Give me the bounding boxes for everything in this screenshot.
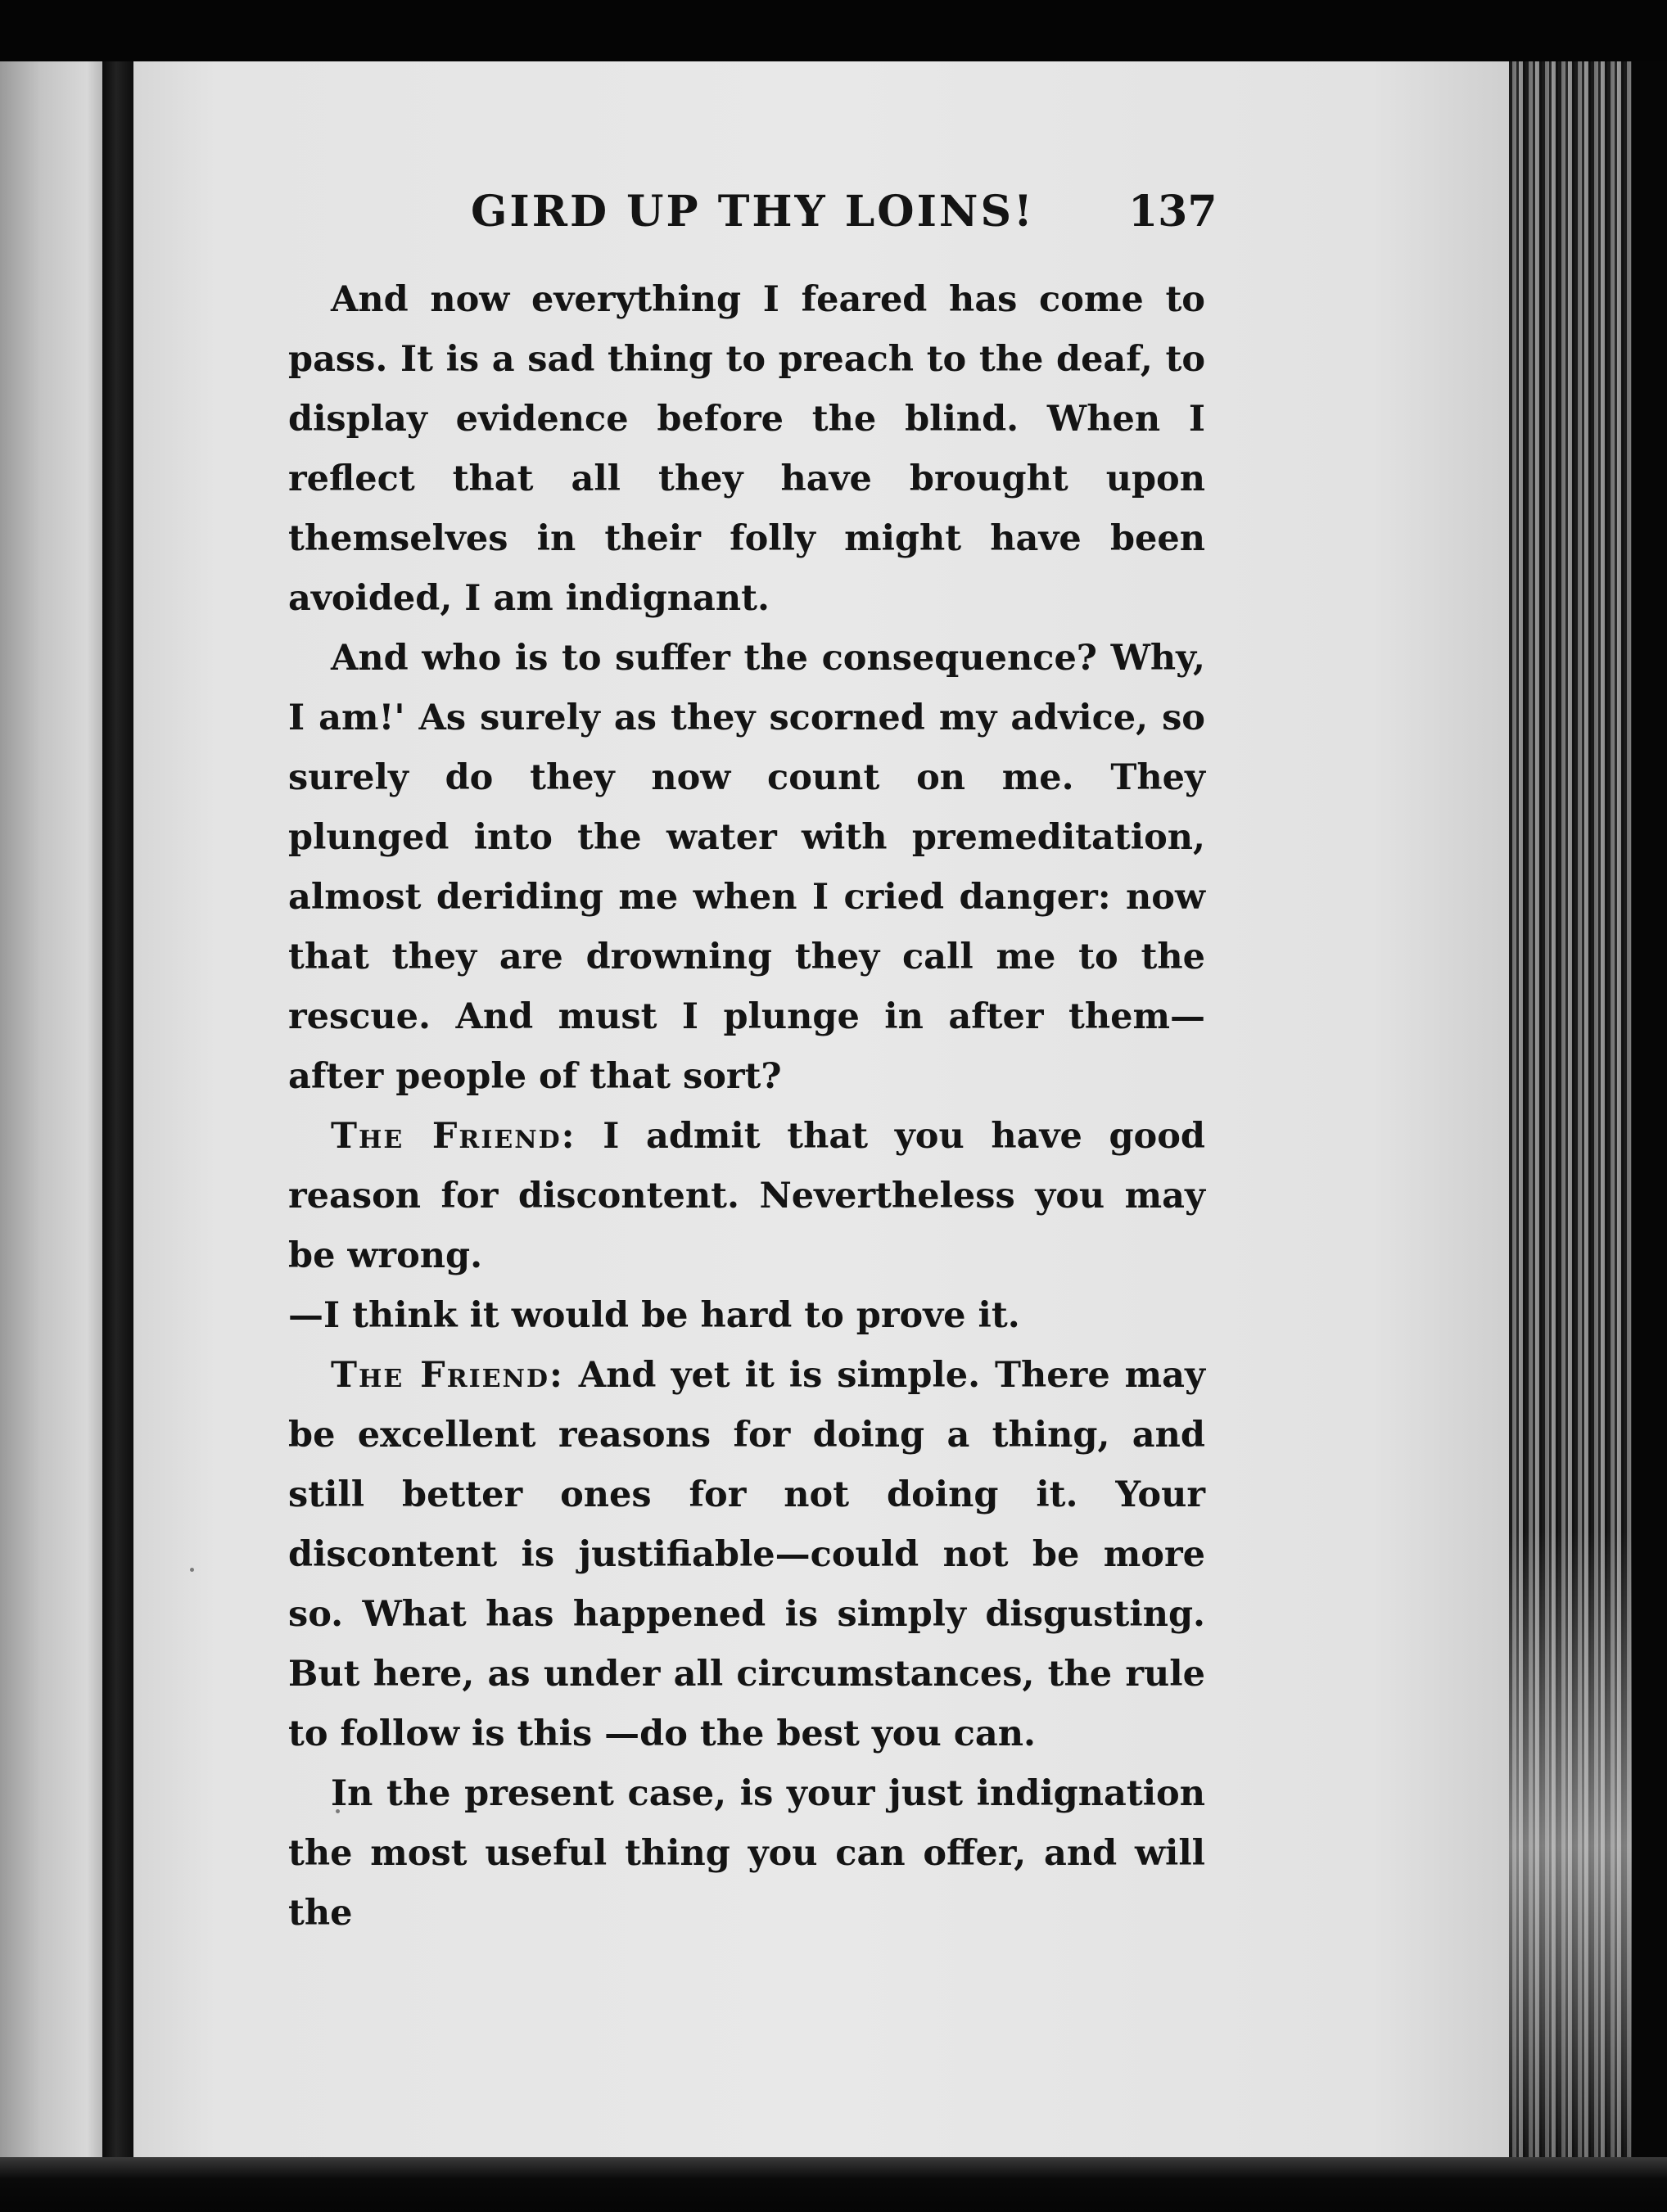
speech-text: I admit that you have good reason for discontent. Nevertheless you may be wrong.: [288, 1116, 1205, 1276]
paragraph-5: [288, 1346, 1205, 1764]
facing-page-edge: [0, 61, 102, 2157]
page-edges-glare: [1509, 61, 1632, 2161]
page-number: 137: [1128, 187, 1217, 237]
speck-mark: [190, 1568, 194, 1572]
speaker-label: The Friend:: [331, 1116, 576, 1157]
running-head-title: GIRD UP THY LOINS!: [471, 187, 1035, 237]
scan-bottom-border: [0, 2157, 1667, 2212]
speech-text: And yet it is simple. There may be excellent reasons for doing a thing, and still better ones for not doing it. Your discontent is justifiable—could not be more so. What has happened is simply disgusting. But here, as under all circumstances, the rule to follow is this —do the best you can.: [288, 1355, 1205, 1754]
body-text: [288, 270, 1205, 1943]
paragraph-4: —I think it would be hard to prove it.: [288, 1295, 1020, 1336]
paragraph-6: In the present case, is your just indignation the most useful thing you can offer, and will the: [288, 1773, 1205, 1934]
paragraph-3: [288, 1107, 1205, 1286]
paragraph-2: And who is to suffer the consequence? Why, I am!' As surely as they scorned my advice, so surely do they now count on me. They plunged into the water with premeditation, almost deriding me when I cried danger: now that they are drowning they call me to the rescue. And must I plunge in after them—after people of that sort?: [288, 638, 1205, 1097]
scan-right-border: [1632, 61, 1667, 2212]
paragraph-1: And now everything I feared has come to pass. It is a sad thing to preach to the deaf, to display evidence before the blind. When I reflect that all they have brought upon themselves in their folly might have been avoided, I am indignant.: [288, 279, 1205, 619]
speaker-label: The Friend:: [331, 1355, 564, 1396]
scan-top-border: [0, 0, 1667, 61]
book-spine-shadow: [102, 61, 133, 2161]
